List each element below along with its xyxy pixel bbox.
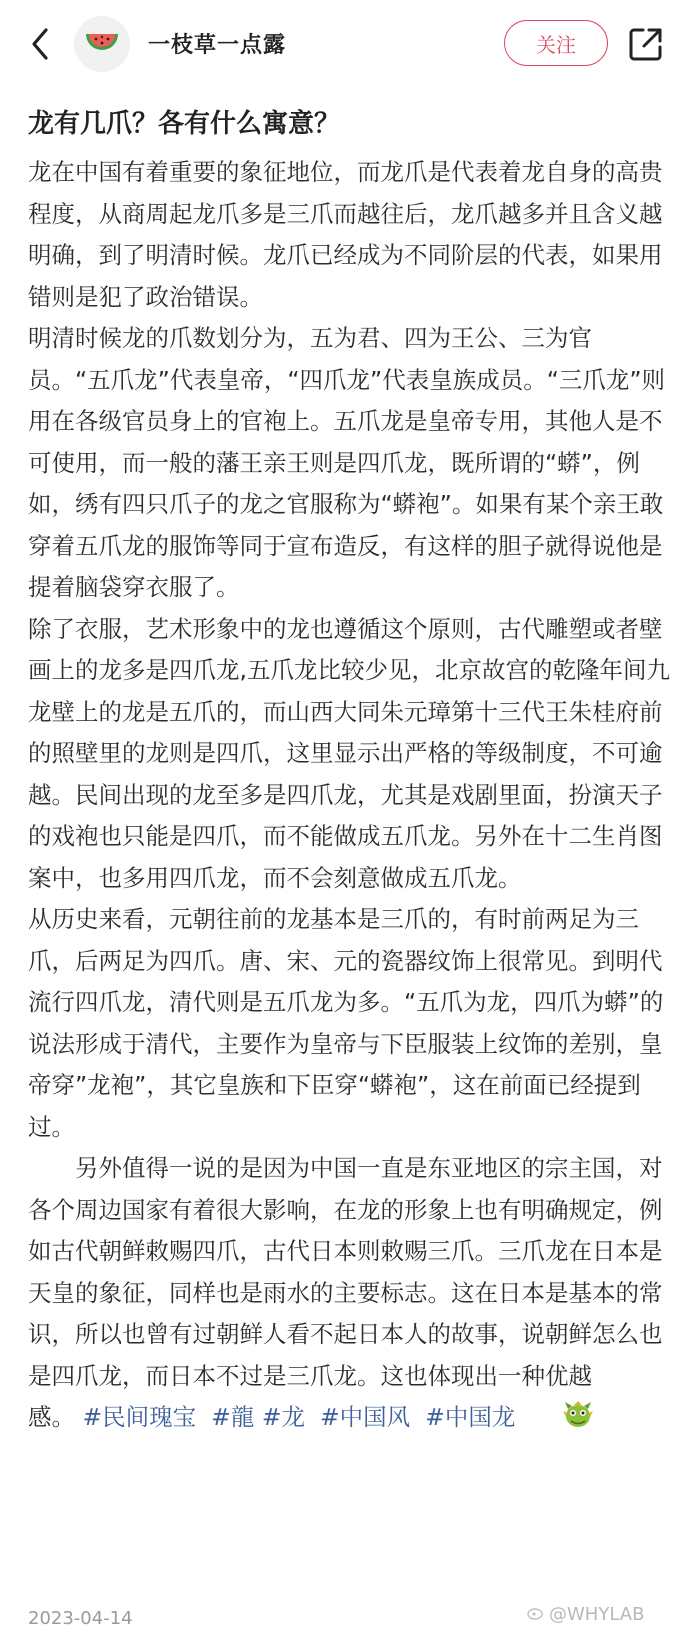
article-title: 龙有几爪？各有什么寓意？ [28,109,341,139]
paragraph: 龙在中国有着重要的象征地位，而龙爪是代表着龙自身的高贵程度，从商周起龙爪多是三爪而越往后，龙爪越多并且含义越明确，到了明清时候。龙爪已经成为不同阶层的代表，如果用错则是犯了政治错误。 [28,158,663,311]
paragraph [28,1148,670,1439]
watermark [527,1604,644,1625]
hashtag[interactable]: #民间瑰宝 [82,1403,197,1431]
watermark-text: @WHYLAB [549,1604,645,1625]
weibo-icon [527,1604,545,1625]
author-name[interactable]: 一枝草一点露 [148,33,287,58]
paragraph: 从历史来看，元朝往前的龙基本是三爪的，有时前两足为三爪，后两足为四爪。唐、宋、元的瓷器纹饰上很常见。到明代流行四爪龙，清代则是五爪龙为多。“五爪为龙，四爪为蟒”的说法形成于清代，主要作为皇帝与下臣服装上纹饰的差别，皇帝穿”龙袍”，其它皇族和下臣穿“蟒袍”，这在前面已经提到过。 [28,905,664,1141]
hashtag[interactable]: #中国龙 [425,1403,516,1431]
dragon-emoji-icon [515,1399,547,1431]
back-arrow-icon[interactable] [26,24,56,64]
article-body [28,152,670,1439]
hashtag[interactable]: #龍 [211,1403,255,1431]
post-date: 2023-04-14 [28,1608,133,1629]
top-bar [0,0,690,90]
share-icon[interactable] [626,24,666,64]
hashtag[interactable]: #中国风 [319,1403,411,1431]
paragraph: 明清时候龙的爪数划分为，五为君、四为王公、三为官员。“五爪龙”代表皇帝，“四爪龙”代表皇族成员。“三爪龙”则用在各级官员身上的官袍上。五爪龙是皇帝专用，其他人是不可使用，而一般的藩王亲王则是四爪龙，既所谓的“蟒”，例如，绣有四只爪子的龙之官服称为“蟒袍”。如果有某个亲王敢穿着五爪龙的服饰等同于宣布造反，有这样的胆子就得说他是提着脑袋穿衣服了。 [28,324,666,601]
hashtag[interactable]: #龙 [261,1403,306,1431]
paragraph-text: 另外值得一说的是因为中国一直是东亚地区的宗主国，对各个周边国家有着很大影响，在龙的形象上也有明确规定，例如古代朝鲜敕赐四爪，古代日本则敕赐三爪。三爪龙在日本是天皇的象征，同样也是雨水的主要标志。这在日本是基本的常识，所以也曾有过朝鲜人看不起日本人的故事，说朝鲜怎么也是四爪龙，而日本不过是三爪龙。这也体现出一种优越感。 [28,1154,663,1431]
paragraph: 除了衣服，艺术形象中的龙也遵循这个原则，古代雕塑或者壁画上的龙多是四爪龙,五爪龙比较少见，北京故宫的乾隆年间九龙壁上的龙是五爪的，而山西大同朱元璋第十三代王朱桂府前的照壁里的龙则是四爪，这里显示出严格的等级制度，不可逾越。民间出现的龙至多是四爪龙，尤其是戏剧里面，扮演天子的戏袍也只能是四爪，而不能做成五爪龙。另外在十二生肖图案中，也多用四爪龙，而不会刻意做成五爪龙。 [28,614,670,892]
watermelon-icon [84,30,120,58]
avatar[interactable] [74,16,130,72]
follow-button[interactable]: 关注 [504,20,608,66]
